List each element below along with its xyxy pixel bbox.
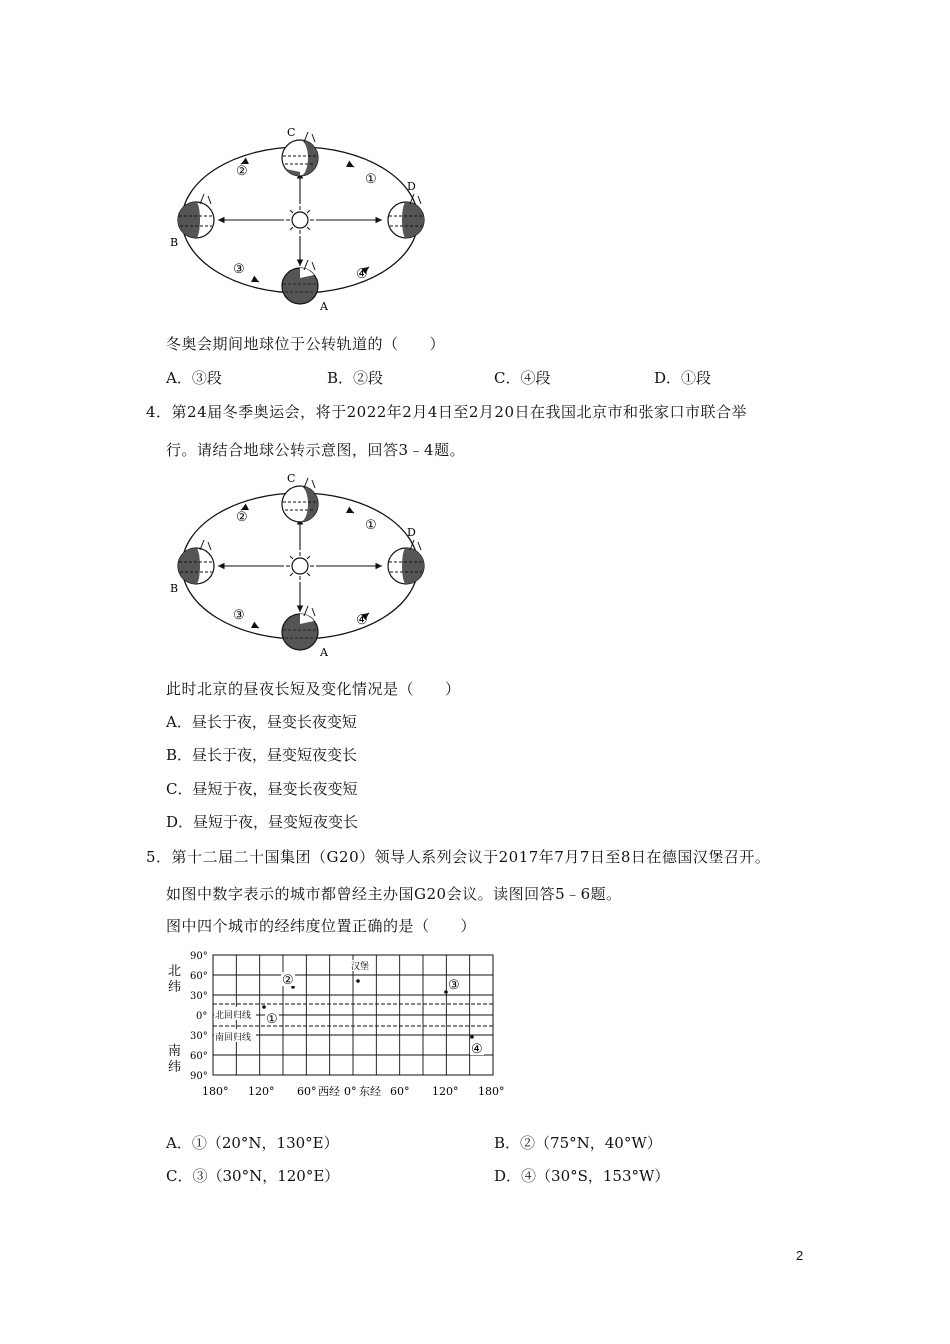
earth-B — [178, 202, 214, 238]
earth-B — [178, 548, 214, 584]
south-label-1: 南 — [168, 1044, 182, 1059]
lon-tick-120w: 120° — [248, 1085, 275, 1098]
label-A: A — [320, 300, 328, 313]
q3-option-b[interactable]: B．②段 — [327, 369, 384, 387]
earth-A — [282, 268, 318, 304]
north-label-2: 纬 — [168, 980, 182, 995]
city-1-dot — [262, 1005, 266, 1009]
tropic-south-label: 南回归线 — [215, 1033, 252, 1043]
earth-D — [388, 202, 424, 238]
q5-stem: 图中四个城市的经纬度位置正确的是（ ） — [166, 917, 477, 935]
orbit-diagram-2 — [160, 466, 440, 666]
hamburg-dot — [356, 979, 360, 983]
label-seg1: ① — [365, 518, 377, 533]
q4-option-b[interactable]: B．昼长于夜，昼变短夜变长 — [166, 746, 358, 764]
q4-option-d[interactable]: D．昼短于夜，昼变短夜变长 — [166, 813, 359, 831]
label-seg4: ④ — [356, 613, 368, 628]
lat-tick-90n: 90° — [190, 951, 208, 962]
q3-stem: 冬奥会期间地球位于公转轨道的（ ） — [166, 335, 446, 353]
lon-tick-60w: 60° — [297, 1085, 317, 1098]
lon-tick-60e: 60° — [390, 1085, 410, 1098]
q3-option-c[interactable]: C．④段 — [494, 369, 551, 387]
south-label-2: 纬 — [168, 1060, 182, 1075]
tropic-north-label: 北回归线 — [215, 1011, 252, 1021]
label-seg1: ① — [365, 172, 377, 187]
q5-option-c[interactable]: C．③（30°N，120°E） — [166, 1167, 340, 1185]
label-A: A — [320, 646, 328, 659]
q5-option-a[interactable]: A．①（20°N，130°E） — [166, 1134, 339, 1152]
q5-intro-line2: 如图中数字表示的城市都曾经主办国G20会议。读图回答5﹣6题。 — [166, 885, 622, 903]
lat-tick-0: 0° — [196, 1011, 208, 1022]
lat-tick-60s: 60° — [190, 1051, 208, 1062]
earth-C — [282, 486, 318, 522]
q4-intro-line2: 行。请结合地球公转示意图，回答3﹣4题。 — [166, 441, 466, 459]
q5-option-d[interactable]: D．④（30°S，153°W） — [494, 1167, 670, 1185]
lon-label-east: 东经 — [359, 1085, 381, 1098]
city-2-label: ② — [282, 973, 294, 988]
q3-option-d[interactable]: D．①段 — [654, 369, 712, 387]
city-4-dot — [470, 1035, 474, 1039]
city-1-label: ① — [266, 1012, 278, 1027]
earth-A — [282, 614, 318, 650]
label-D: D — [407, 526, 416, 539]
earth-D — [388, 548, 424, 584]
lon-tick-180e: 180° — [478, 1085, 505, 1098]
q4-stem: 此时北京的昼夜长短及变化情况是（ ） — [166, 680, 461, 698]
lat-tick-30n: 30° — [190, 991, 208, 1002]
q4-intro-line1: 4．第24届冬季奥运会，将于2022年2月4日至2月20日在我国北京市和张家口市联合举 — [146, 403, 748, 421]
label-seg3: ③ — [233, 608, 245, 623]
label-C: C — [287, 472, 296, 485]
label-C: C — [287, 126, 296, 139]
lon-label-west: 西经 — [318, 1085, 340, 1098]
q5-option-b[interactable]: B．②（75°N，40°W） — [494, 1134, 662, 1152]
label-seg2: ② — [236, 510, 248, 525]
sun-icon — [286, 552, 314, 580]
label-seg3: ③ — [233, 262, 245, 277]
hamburg-label: 汉堡 — [351, 962, 370, 972]
lon-tick-0: 0° — [344, 1085, 357, 1098]
q4-option-c[interactable]: C．昼短于夜，昼变长夜变短 — [166, 780, 358, 798]
earth-C — [282, 140, 318, 176]
label-seg4: ④ — [356, 267, 368, 282]
lat-tick-90s: 90° — [190, 1071, 208, 1082]
label-D: D — [407, 180, 416, 193]
lon-tick-120e: 120° — [432, 1085, 459, 1098]
label-B: B — [170, 236, 179, 249]
lon-tick-180w: 180° — [202, 1085, 229, 1098]
north-label-1: 北 — [168, 964, 182, 979]
page-number: 2 — [796, 1248, 804, 1263]
lat-tick-30s: 30° — [190, 1031, 208, 1042]
lat-tick-60n: 60° — [190, 971, 208, 982]
label-seg2: ② — [236, 164, 248, 179]
q5-intro-line1: 5．第十二届二十国集团（G20）领导人系列会议于2017年7月7日至8日在德国汉堡召开。 — [146, 848, 771, 866]
orbit-diagram-1 — [160, 120, 440, 320]
lat-lon-grid-map — [160, 945, 520, 1105]
q3-option-a[interactable]: A．③段 — [166, 369, 222, 387]
q4-option-a[interactable]: A．昼长于夜，昼变长夜变短 — [166, 713, 357, 731]
city-3-label: ③ — [448, 978, 460, 993]
city-4-label: ④ — [471, 1042, 483, 1057]
sun-icon — [286, 206, 314, 234]
label-B: B — [170, 582, 179, 595]
